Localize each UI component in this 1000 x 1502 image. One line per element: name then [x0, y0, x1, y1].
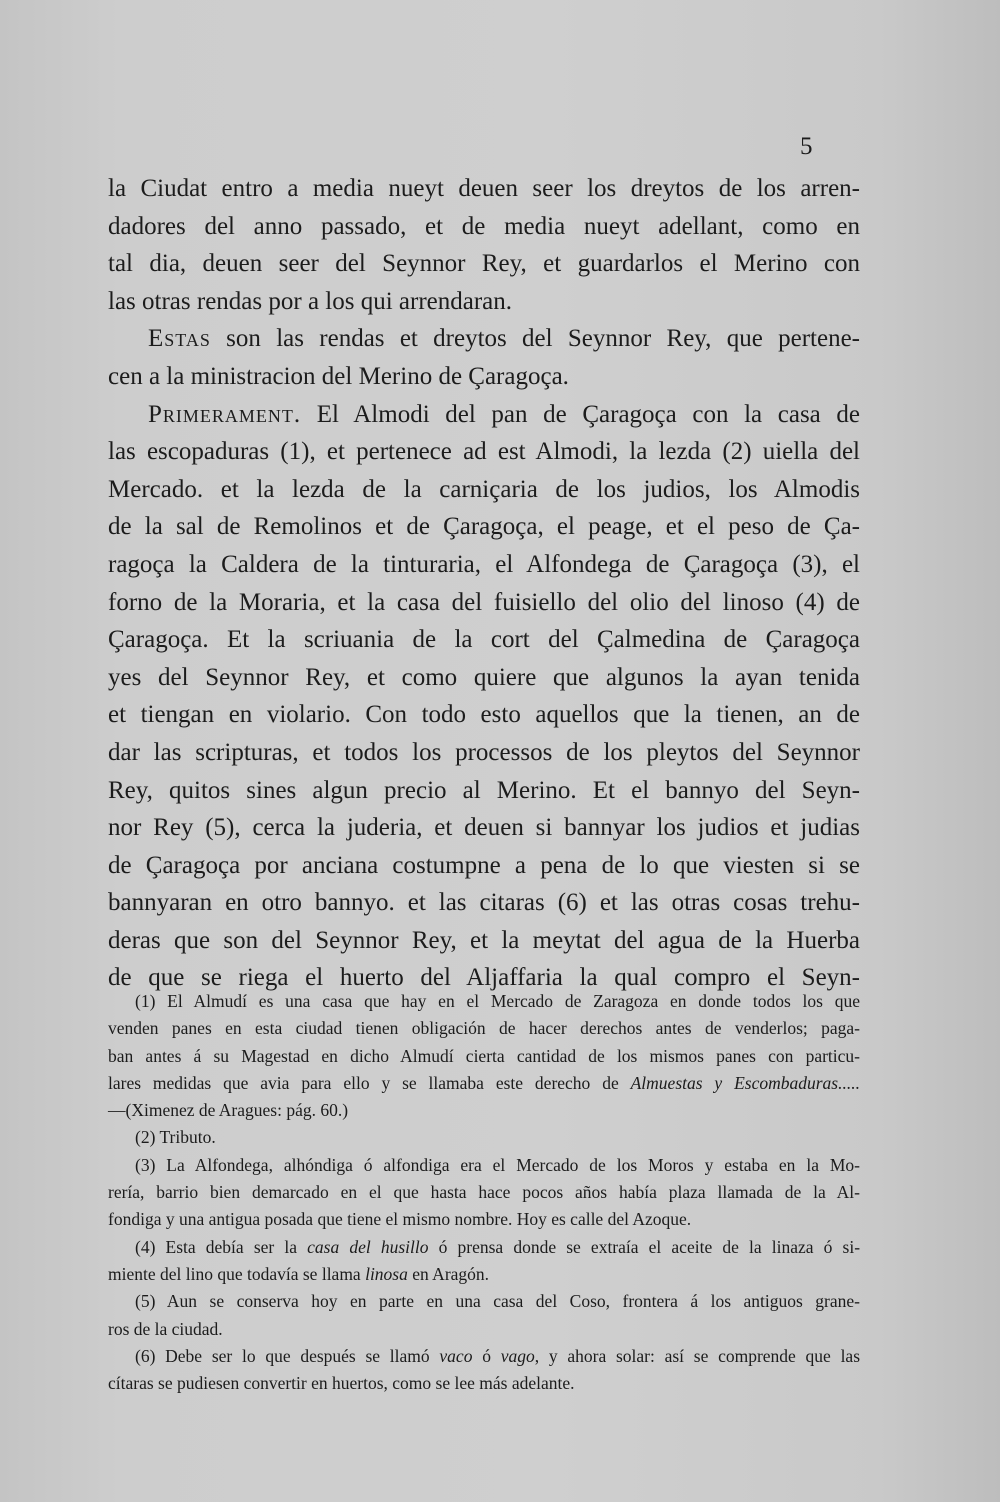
paragraph-primerament: [108, 396, 860, 434]
text-line: et tiengan en violario. Con todo esto aquellos que la tienen, an de: [108, 701, 860, 729]
footnote-italic: vago: [500, 1345, 535, 1366]
footnote-4: [108, 1234, 860, 1289]
text-line: las otras rendas por a los qui arrendaran.: [108, 287, 513, 315]
text-line: Çaragoça. Et la scriuania de la cort del Çalmedina de Çaragoça: [108, 626, 860, 654]
footnote-text: miente del lino que todavía se llama: [108, 1263, 361, 1284]
text-line: tal dia, deuen seer del Seynnor Rey, et guardarlos el Merino con: [108, 250, 860, 278]
page-number: 5: [800, 133, 814, 160]
footnote-text: , y ahora solar: así se comprende que las: [534, 1345, 861, 1366]
footnote-text: ó: [482, 1345, 491, 1366]
footnote-text: ó prensa donde se extraía el aceite de la linaza ó si-: [438, 1236, 861, 1257]
text-line: son las rendas et dreytos del Seynnor Rey, que pertene-: [226, 325, 861, 353]
footnote-text: (6) Debe ser lo que después se llamó: [135, 1345, 430, 1366]
paragraph-estas: [108, 320, 860, 358]
footnote-text: (4) Esta debía ser la: [135, 1236, 297, 1257]
text-line: Mercado. et la lezda de la carniçaria de los judios, los Almodis: [108, 475, 860, 503]
footnote-3: [108, 1152, 860, 1234]
footnote-1: [108, 988, 860, 1124]
text-line: cen a la ministracion del Merino de Çaragoça.: [108, 362, 569, 390]
footnote-line: (3) La Alfondega, alhóndiga ó alfondiga era el Mercado de los Moros y estaba en la Mo-: [135, 1154, 860, 1175]
footnote-line: (1) El Almudí es una casa que hay en el Mercado de Zaragoza en donde todos los que: [135, 991, 860, 1011]
footnote-line: —(Ximenez de Aragues: pág. 60.): [108, 1100, 349, 1121]
footnote-line: fondiga y una antigua posada que tiene el mismo nombre. Hoy es calle del Azoque.: [108, 1209, 692, 1230]
footnote-line: ros de la ciudad.: [108, 1318, 223, 1339]
text-line: Rey, quitos sines algun precio al Merino. Et el bannyo del Seyn-: [108, 776, 860, 804]
footnote-line: venden panes en esta ciudad tienen obligación de hacer derechos antes de venderlos; paga-: [108, 1018, 860, 1039]
footnote-line: [108, 1261, 860, 1288]
footnote-5: [108, 1288, 860, 1343]
footnote-line: ban antes á su Magestad en dicho Almudí cierta cantidad de los mismos panes con particu-: [108, 1045, 860, 1066]
text-line: de Çaragoça por anciana costumpne a pena de lo que viesten si se: [108, 851, 860, 879]
footnote-italic: Almuestas y Escombaduras.....: [630, 1072, 860, 1093]
text-line: bannyaran en otro bannyo. et las citaras (6) et las otras cosas trehu-: [108, 889, 860, 917]
text-line: dar las scripturas, et todos los processos de los pleytos del Seynnor: [108, 738, 860, 766]
text-line: yes del Seynnor Rey, et como quiere que algunos la ayan tenida: [108, 663, 860, 691]
text-line: nor Rey (5), cerca la juderia, et deuen si bannyar los judios et judias: [108, 814, 860, 842]
smallcaps-lead: Estas: [148, 325, 211, 353]
footnotes: [108, 988, 860, 1397]
text-line: de la sal de Remolinos et de Çaragoça, el peage, et el peso de Ça-: [108, 513, 860, 541]
footnote-line: (2) Tributo.: [135, 1127, 216, 1148]
text-line: ragoça la Caldera de la tinturaria, el Alfondega de Çaragoça (3), el: [108, 550, 860, 578]
text-line: El Almodi del pan de Çaragoça con la casa de: [316, 400, 860, 428]
main-text: [108, 170, 860, 997]
footnote-2: [108, 1124, 860, 1151]
footnote-text: lares medidas que avia para ello y se llamaba este derecho de: [108, 1072, 619, 1093]
footnote-line: (5) Aun se conserva hoy en parte en una casa del Coso, frontera á los antiguos grane-: [135, 1291, 860, 1312]
footnote-line: [108, 1234, 860, 1261]
footnote-italic: vaco: [439, 1345, 473, 1366]
footnote-italic: casa del husillo: [307, 1236, 429, 1257]
smallcaps-lead: Primerament.: [148, 400, 302, 428]
footnote-line: rería, barrio bien demarcado en el que hasta hace pocos años había plaza llamada de la Al-: [108, 1182, 860, 1203]
footnote-text: en Aragón.: [412, 1263, 490, 1284]
text-line: forno de la Moraria, et la casa del fuisiello del olio del linoso (4) de: [108, 588, 860, 616]
footnote-line: cítaras se pudiesen convertir en huertos, como se lee más adelante.: [108, 1373, 575, 1394]
text-line: deras que son del Seynnor Rey, et la meytat del agua de la Huerba: [108, 926, 860, 954]
text-line: dadores del anno passado, et de media nueyt adellant, como en: [108, 212, 860, 240]
text-line: las escopaduras (1), et pertenece ad est Almodi, la lezda (2) uiella del: [108, 438, 860, 466]
text-line: de que se riega el huerto del Aljaffaria la qual compro el Seyn-: [108, 964, 860, 992]
footnote-italic: linosa: [365, 1263, 408, 1284]
footnote-6: [108, 1343, 860, 1398]
text-line: la Ciudat entro a media nueyt deuen seer los dreytos de los arren-: [108, 175, 860, 202]
footnote-line: [108, 1343, 860, 1370]
footnote-line: [108, 1070, 860, 1097]
